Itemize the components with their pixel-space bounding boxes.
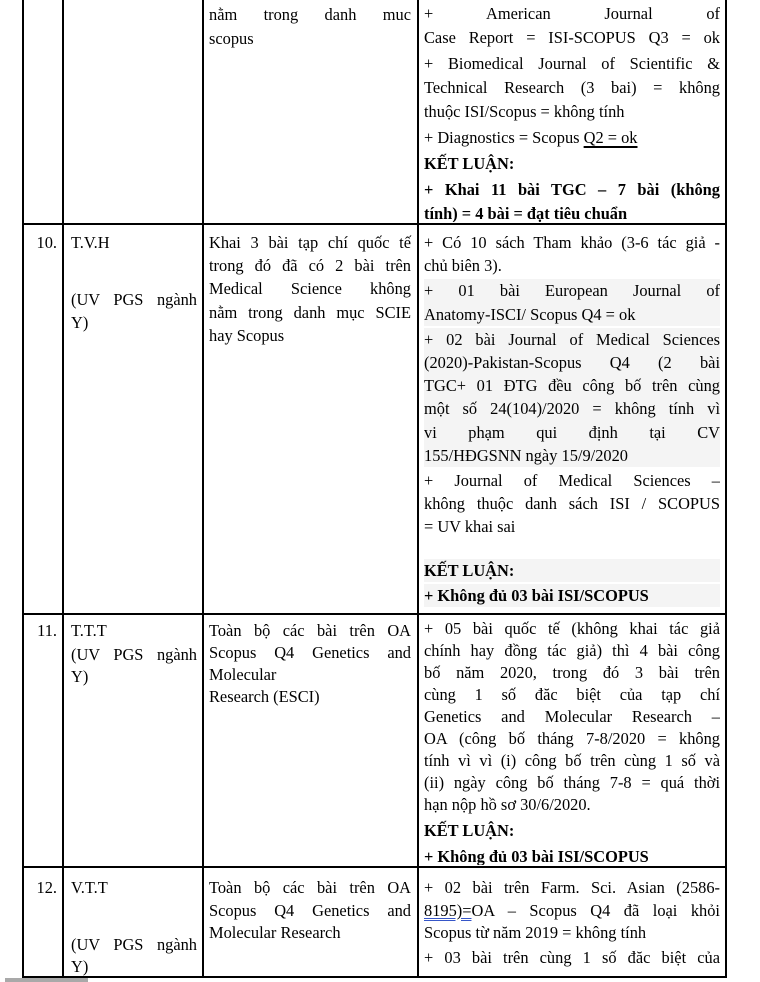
text-line: Scopus từ năm 2019 = không tính [424,923,647,942]
row-11-candidate [71,620,197,688]
candidate-initials: T.V.H [71,233,110,252]
text-line: 155/HĐGSNN ngày 15/9/2020 [424,445,628,465]
row-12-claim [209,877,411,976]
row-divider-10-11 [22,613,727,615]
paragraph [424,947,720,970]
text-line: Scopus Q4 Genetics and [209,643,411,662]
table-border-col3-col4 [417,0,419,978]
paragraph [424,126,720,150]
text-line: + Journal of Medical Sciences – [424,471,720,491]
text-line: + 01 bài European Journal of [424,281,720,301]
row-9-claim [209,3,411,221]
text-segment: OA – Scopus Q4 đã loại khỏi [471,900,720,920]
candidate-role [71,934,197,977]
text-line: KẾT LUẬN: [424,154,515,173]
text-line: + Khai 11 bài TGC – 7 bài (không [424,180,720,199]
table-border-col2-col3 [202,0,204,978]
text-line: tính) = 4 bài = đạt tiêu chuẩn [424,204,628,222]
text-line: Medical Science không [209,279,411,299]
paragraph [424,178,720,222]
text-line: Scopus Q4 Genetics and [209,900,411,920]
text-line: Toàn bộ các bài trên OA [209,878,411,897]
row-10-evaluation [424,231,720,610]
row-12-evaluation [424,877,720,976]
paragraph [424,559,720,582]
text-line: + Có 10 sách Tham khảo (3-6 tác giả - [424,233,720,252]
table-border-col1-col2 [62,0,64,978]
paragraph [424,877,720,945]
row-divider-9-10 [22,223,727,225]
row-11-claim [209,620,411,708]
text-line: + Không đủ 03 bài ISI/SCOPUS [424,585,649,605]
text-line: + 03 bài trên cùng 1 số đăc biệt của [424,947,720,967]
text-line: KẾT LUẬN: [424,821,515,840]
row-10-number: 10. [36,233,57,252]
text-line: Case Report = ISI-SCOPUS Q3 = ok [424,28,720,47]
text-line: Technical Research (3 bai) = không [424,78,720,97]
paragraph [424,152,720,176]
text-line: thuộc ISI/Scopus = không tính [424,102,625,121]
text-line: tính vì vì (i) công bố trên cùng 1 số và [424,751,720,770]
paragraph [424,328,720,467]
paragraph [424,231,720,277]
row-11-evaluation [424,618,720,865]
paragraph [424,846,720,865]
text-line: + 05 bài quốc tế (không khai tác giả [424,619,720,638]
text-line: Y) [71,313,89,333]
text-line: hay Scopus [209,325,285,345]
text-line: hạn nộp hồ sơ 30/6/2020. [424,795,591,814]
row-9-evaluation [424,2,720,222]
text-line [424,900,720,923]
candidate-initials: T.T.T [71,621,107,640]
text-line: chính hay đồng tác giả) thì 4 bài công [424,641,720,660]
paragraph [424,2,720,50]
text-line: Genetics and Molecular Research – [424,707,720,726]
text-line: vi phạm qui định tại CV [424,422,720,442]
page-bottom-mask [0,978,760,982]
text-line [424,126,720,150]
row-divider-11-12 [22,866,727,868]
text-line: Khai 3 bài tạp chí quốc tế [209,233,411,252]
text-line: KẾT LUẬN: [424,560,515,580]
horizontal-scrollbar-thumb[interactable] [5,978,88,982]
text-line: (2020)-Pakistan-Scopus Q4 (2 bài [424,353,720,373]
row-12-number: 12. [36,878,57,897]
text-line: Y) [71,957,89,976]
row-12-candidate [71,877,197,976]
text-line: Anatomy-ISCI/ Scopus Q4 = ok [424,304,636,324]
row-11-number: 11. [37,621,57,640]
candidate-initials: V.T.T [71,878,108,897]
paragraph [424,820,720,842]
text-line: OA (công bố tháng 7-8/2020 = không [424,729,720,748]
paragraph [424,52,720,124]
text-line: (UV PGS ngành [71,934,197,954]
underlined-text: Q2 = ok [583,128,638,147]
text-line: Molecular Research [209,923,341,942]
text-line: + American Journal of [424,4,720,23]
candidate-role [71,644,197,688]
candidate-role [71,288,197,334]
paragraph [424,618,720,816]
hyperlink-marked-text: 8195)= [424,900,472,920]
text-line: + Biomedical Journal of Scientific & [424,54,720,73]
text-line: bố năm 2020, trong đó 3 bài trên [424,663,720,682]
text-line: (UV PGS ngành [71,290,197,310]
text-line: không thuộc danh sách ISI / SCOPUS [424,494,720,514]
text-line: (UV PGS ngành [71,645,197,664]
text-line: một số 24(104)/2020 = không tính vì [424,399,720,419]
text-line: = UV khai sai [424,517,516,537]
paragraph [424,584,720,607]
text-line: TGC+ 01 ĐTG đều công bố trên cùng [424,376,720,396]
text-line: chủ biên 3). [424,256,502,276]
paragraph [424,469,720,539]
paragraph [424,279,720,325]
table-border-right [725,0,727,978]
table-border-left [22,0,24,978]
text-line: Molecular [209,665,277,684]
row-10-claim [209,231,411,347]
text-line: nằm trong danh mục SCIE [209,302,411,322]
row-10-candidate [71,231,197,335]
text-line: + 02 bài Journal of Medical Sciences [424,329,720,349]
text-line: + 02 bài trên Farm. Sci. Asian (2586- [424,878,720,897]
text-line: Research (ESCI) [209,687,320,706]
text-segment: + Diagnostics = Scopus [424,128,584,147]
text-line: nằm trong danh muc [209,5,411,24]
text-line: Toàn bộ các bài trên OA [209,621,411,640]
text-line: cùng 1 số đăc biệt của tạp chí [424,685,720,704]
text-line: trong đó đã có 2 bài trên [209,256,411,276]
text-line: scopus [209,29,254,48]
text-line: (ii) ngày công bố tháng 7-8 = quá thời [424,773,720,792]
text-line: + Không đủ 03 bài ISI/SCOPUS [424,847,649,865]
text-line: Y) [71,667,89,686]
